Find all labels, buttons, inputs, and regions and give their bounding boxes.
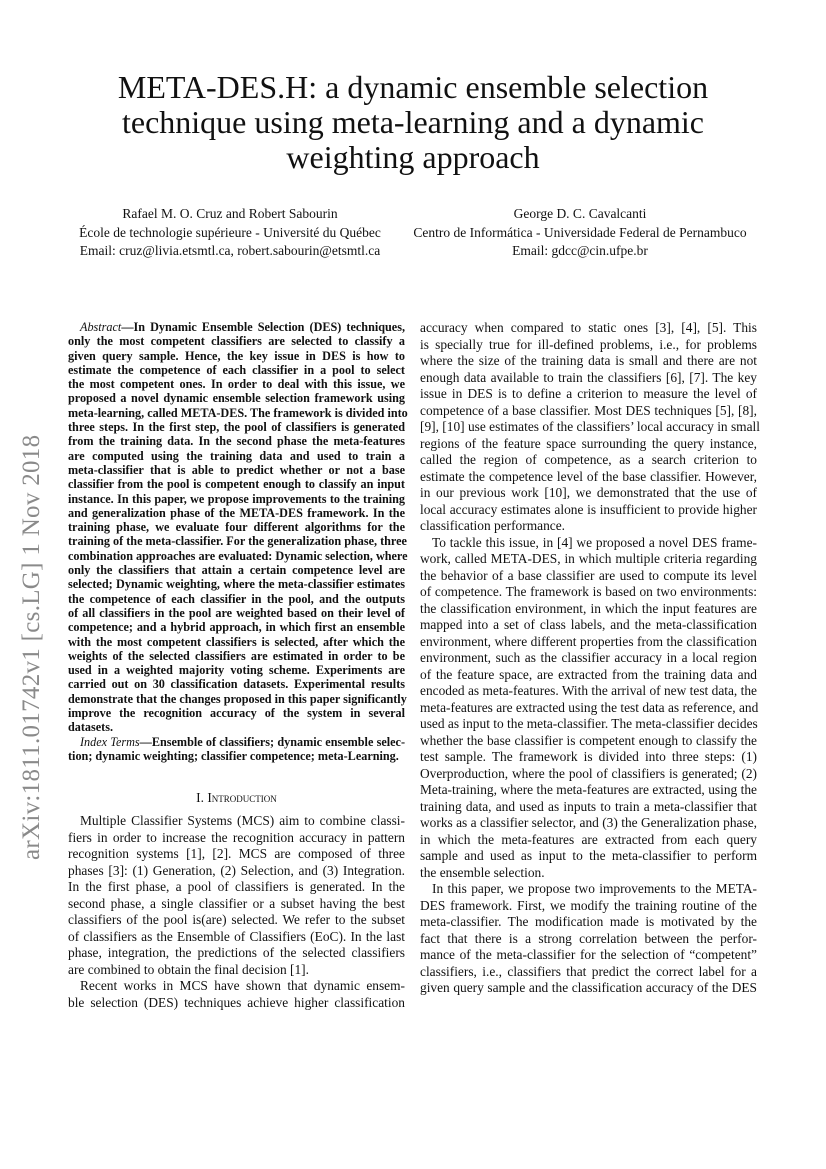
text-line: estimate the competence level of the base classifier. However, <box>420 468 757 484</box>
text-line: only the most competent classifiers are selected to classify a <box>68 334 405 349</box>
title-line: META-DES.H: a dynamic ensemble selection <box>117 69 709 105</box>
text-line: competence of a base classifier. Most DES techniques [5], [8], <box>420 402 757 418</box>
text-line: test sample. The framework is divided into three steps: (1) <box>420 749 757 764</box>
title-line: weighting approach <box>286 139 540 175</box>
section-title: Introduction <box>207 790 277 806</box>
text-line: meta-features are extracted using the test data as reference, and <box>420 699 759 715</box>
index-terms-text: —Ensemble of classifiers; dynamic ensemble selec- <box>139 734 406 749</box>
text-line: In this paper, we propose two improvements to the META- <box>432 881 757 896</box>
text-line: proposed a novel dynamic ensemble selection framework using <box>68 391 405 406</box>
author-email: Email: cruz@livia.etsmtl.ca, robert.sabourin@etsmtl.ca <box>79 243 381 258</box>
text-line: of all classifiers in the pool are weighted based on their level of <box>68 605 405 620</box>
text-line: competence; and a hybrid approach, in which first an ensemble <box>68 620 405 635</box>
author-affiliation: École de technologie supérieure - Université du Québec <box>79 224 381 240</box>
text-line: classifiers, i.e., classifiers that predict the correct label for a <box>420 963 757 979</box>
text-line: encoded as meta-features. With the arrival of new test data, the <box>420 683 757 698</box>
abstract-body <box>68 334 408 735</box>
author-names: Rafael M. O. Cruz and Robert Sabourin <box>122 206 338 221</box>
text-line: works as a classifier selector, and (3) the Generalization phase, <box>420 815 757 830</box>
text-line: of competence. The framework is based on two environments: <box>420 584 757 599</box>
text-line: three steps. In the first step, the pool of classifiers is generated <box>68 420 405 435</box>
text-line: training data, and used as inputs to train a meta-classifier that <box>420 798 757 814</box>
text-line: the classification environment, in which the input features are <box>420 600 757 616</box>
text-line: mapped into a set of class labels, and the meta-classification <box>420 617 757 632</box>
text-line: Multiple Classifier Systems (MCS) aim to combine classi- <box>80 813 405 829</box>
text-line: work, called META-DES, in which multiple criteria regarding <box>420 551 757 566</box>
text-line: second phase, a single classifier or a subset having the best <box>68 895 405 911</box>
text-line: sample and used as input to the meta-classifier to perform <box>420 848 757 863</box>
right-column <box>420 320 760 997</box>
text-line: only the classifiers that attain a certain competence level are <box>68 563 405 578</box>
text-line: used as input to the meta-classifier. The meta-classifier decides <box>420 716 758 731</box>
author-email: Email: gdcc@cin.ufpe.br <box>512 243 648 258</box>
index-terms-body <box>68 749 405 763</box>
text-line: selected; Dynamic weighting, where the meta-classifier estimates <box>68 577 405 592</box>
title-line: technique using meta-learning and a dynamic <box>121 104 704 140</box>
author-affiliation: Centro de Informática - Universidade Federal de Pernambuco <box>413 224 747 240</box>
text-line: Overproduction, where the pool of classifiers is generated; (2) <box>420 765 757 781</box>
index-terms-line <box>68 735 405 749</box>
paragraph <box>420 535 757 882</box>
text-line: classifier from the pool is competent enough to classify an input <box>68 477 405 492</box>
text-line: with the most competent classifiers is selected, after which the <box>68 634 405 649</box>
text-line: mance of the meta-classifier for the selection of “competent” <box>420 947 757 962</box>
text-line: meta-learning, called META-DES. The framework is divided into <box>68 405 408 420</box>
text-line: DES framework. First, we modify the training routine of the <box>420 897 757 913</box>
text-line: recognition systems [1], [2]. MCS are composed of three <box>68 846 405 862</box>
paragraph <box>68 978 405 1011</box>
text-line: Recent works in MCS have shown that dynamic ensem- <box>80 978 405 994</box>
text-line: are computed using the training data and used to train a <box>68 448 405 463</box>
text-line: meta-classifier that is able to predict whether or not a base <box>68 462 405 477</box>
paragraph <box>420 320 760 535</box>
text-line: the competence of each classifier in the pool, and the outputs <box>68 591 405 606</box>
text-line: phase, integration, the predictions of the selected classifiers <box>68 945 405 961</box>
abstract-text: —In Dynamic Ensemble Selection (DES) techniques, <box>121 320 405 334</box>
paper-title <box>60 70 766 175</box>
abstract-label: Abstract <box>80 320 122 334</box>
text-line: training of the meta-classifier. For the generalization phase, three <box>68 534 407 549</box>
text-line: datasets. <box>68 720 114 735</box>
text-line: enough data available to train the classifiers [6], [7]. The key <box>420 369 757 385</box>
text-line: ble selection (DES) techniques achieve higher classification <box>68 994 405 1010</box>
text-line: meta-classifier. The modification made is motivated by the <box>420 914 757 929</box>
text-line: carried out on 30 classification datasets. Experimental results <box>68 677 405 692</box>
text-line: used in a weighted majority voting scheme. Experiments are <box>68 663 405 678</box>
text-line: classifiers of the pool is(are) selected. We refer to the subset <box>68 912 405 928</box>
text-line: accuracy when compared to static ones [3], [4], [5]. This <box>420 320 757 335</box>
abstract-line <box>68 320 405 334</box>
text-line: from the training data. In the second phase the meta-features <box>68 434 405 449</box>
author-block-2 <box>400 205 760 261</box>
text-line: the ensemble selection. <box>420 864 545 880</box>
text-line: combination approaches are evaluated: Dynamic selection, where <box>68 548 408 563</box>
left-body <box>68 813 405 1011</box>
index-terms-label: Index Terms <box>80 734 140 749</box>
text-line: whether the base classifier is competent enough to classify the <box>420 732 757 748</box>
text-line: estimate the competence of each classifier in a pool to select <box>68 362 405 377</box>
author-block-1 <box>60 205 400 261</box>
paragraph <box>68 813 405 978</box>
text-line: the behavior of a base classifier are used to compute its level <box>420 567 757 583</box>
text-line: fiers in order to increase the recognition accuracy in pattern <box>68 829 405 845</box>
abstract <box>68 320 408 763</box>
text-line: in our previous work [10], we demonstrated that the use of <box>420 485 757 500</box>
text-line: weights of the selected classifiers are estimated in order to be <box>68 648 405 663</box>
text-line: given query sample. Hence, the key issue in DES is how to <box>68 348 405 363</box>
left-column <box>68 320 408 1011</box>
text-line: training phase, we evaluate four different algorithms for the <box>68 520 405 535</box>
text-line: of classifiers as the Ensemble of Classifiers (EoC). In the last <box>68 928 405 944</box>
arxiv-identifier: arXiv:1811.01742v1 [cs.LG] 1 Nov 2018 <box>18 434 45 860</box>
text-line: regions of the feature space surrounding the query instance, <box>420 435 757 451</box>
text-line: issue in DES is to define a criterion to measure the level of <box>420 386 757 401</box>
paragraph <box>420 881 757 997</box>
text-line: and generalization phase of the META-DES framework. In the <box>68 505 405 520</box>
author-names: George D. C. Cavalcanti <box>513 206 647 221</box>
text-line: is specially true for ill-defined problems, i.e., for problems <box>420 336 757 352</box>
text-line: local accuracy estimates alone is insufficient to provide higher <box>420 501 757 517</box>
text-line: called the region of competence, as a search criterion to <box>420 452 757 467</box>
text-line: [9], [10] use estimates of the classifiers’ local accuracy in small <box>420 419 760 434</box>
section-number: I. <box>196 790 204 806</box>
text-line: In the first phase, a pool of classifiers is generated. In the <box>68 879 405 895</box>
text-line: the most competent ones. In order to deal with this issue, we <box>68 377 405 392</box>
text-line: in which the meta-features are extracted from each query <box>420 831 757 847</box>
text-line: fact that there is a strong correlation between the perfor- <box>420 930 757 946</box>
text-line: classification performance. <box>420 518 565 533</box>
text-line: To tackle this issue, in [4] we proposed a novel DES frame- <box>432 534 757 550</box>
text-line: Meta-training, where the meta-features are extracted, using the <box>420 782 757 797</box>
text-line: are combined to obtain the final decision [1]. <box>68 961 309 977</box>
text-line: given query sample and the classification accuracy of the DES <box>420 980 757 995</box>
text-line: environment, where different properties from the classification <box>420 633 757 649</box>
right-body <box>420 320 760 997</box>
text-line: of the feature space, are extracted from the training data and <box>420 666 757 682</box>
text-line: demonstrate that the changes proposed in this paper significantly <box>68 691 407 706</box>
text-line: environment, such as the classifier accuracy in a local region <box>420 650 757 665</box>
text-line: where the size of the training data is small and there are not <box>420 353 757 368</box>
text-line: improve the recognition accuracy of the system in several <box>68 706 405 721</box>
text-line: tion; dynamic weighting; classifier competence; meta-Learning. <box>68 748 399 763</box>
text-line: phases [3]: (1) Generation, (2) Selection, and (3) Integration. <box>68 862 405 878</box>
text-line: instance. In this paper, we propose improvements to the training <box>68 491 405 506</box>
section-heading <box>68 783 405 813</box>
